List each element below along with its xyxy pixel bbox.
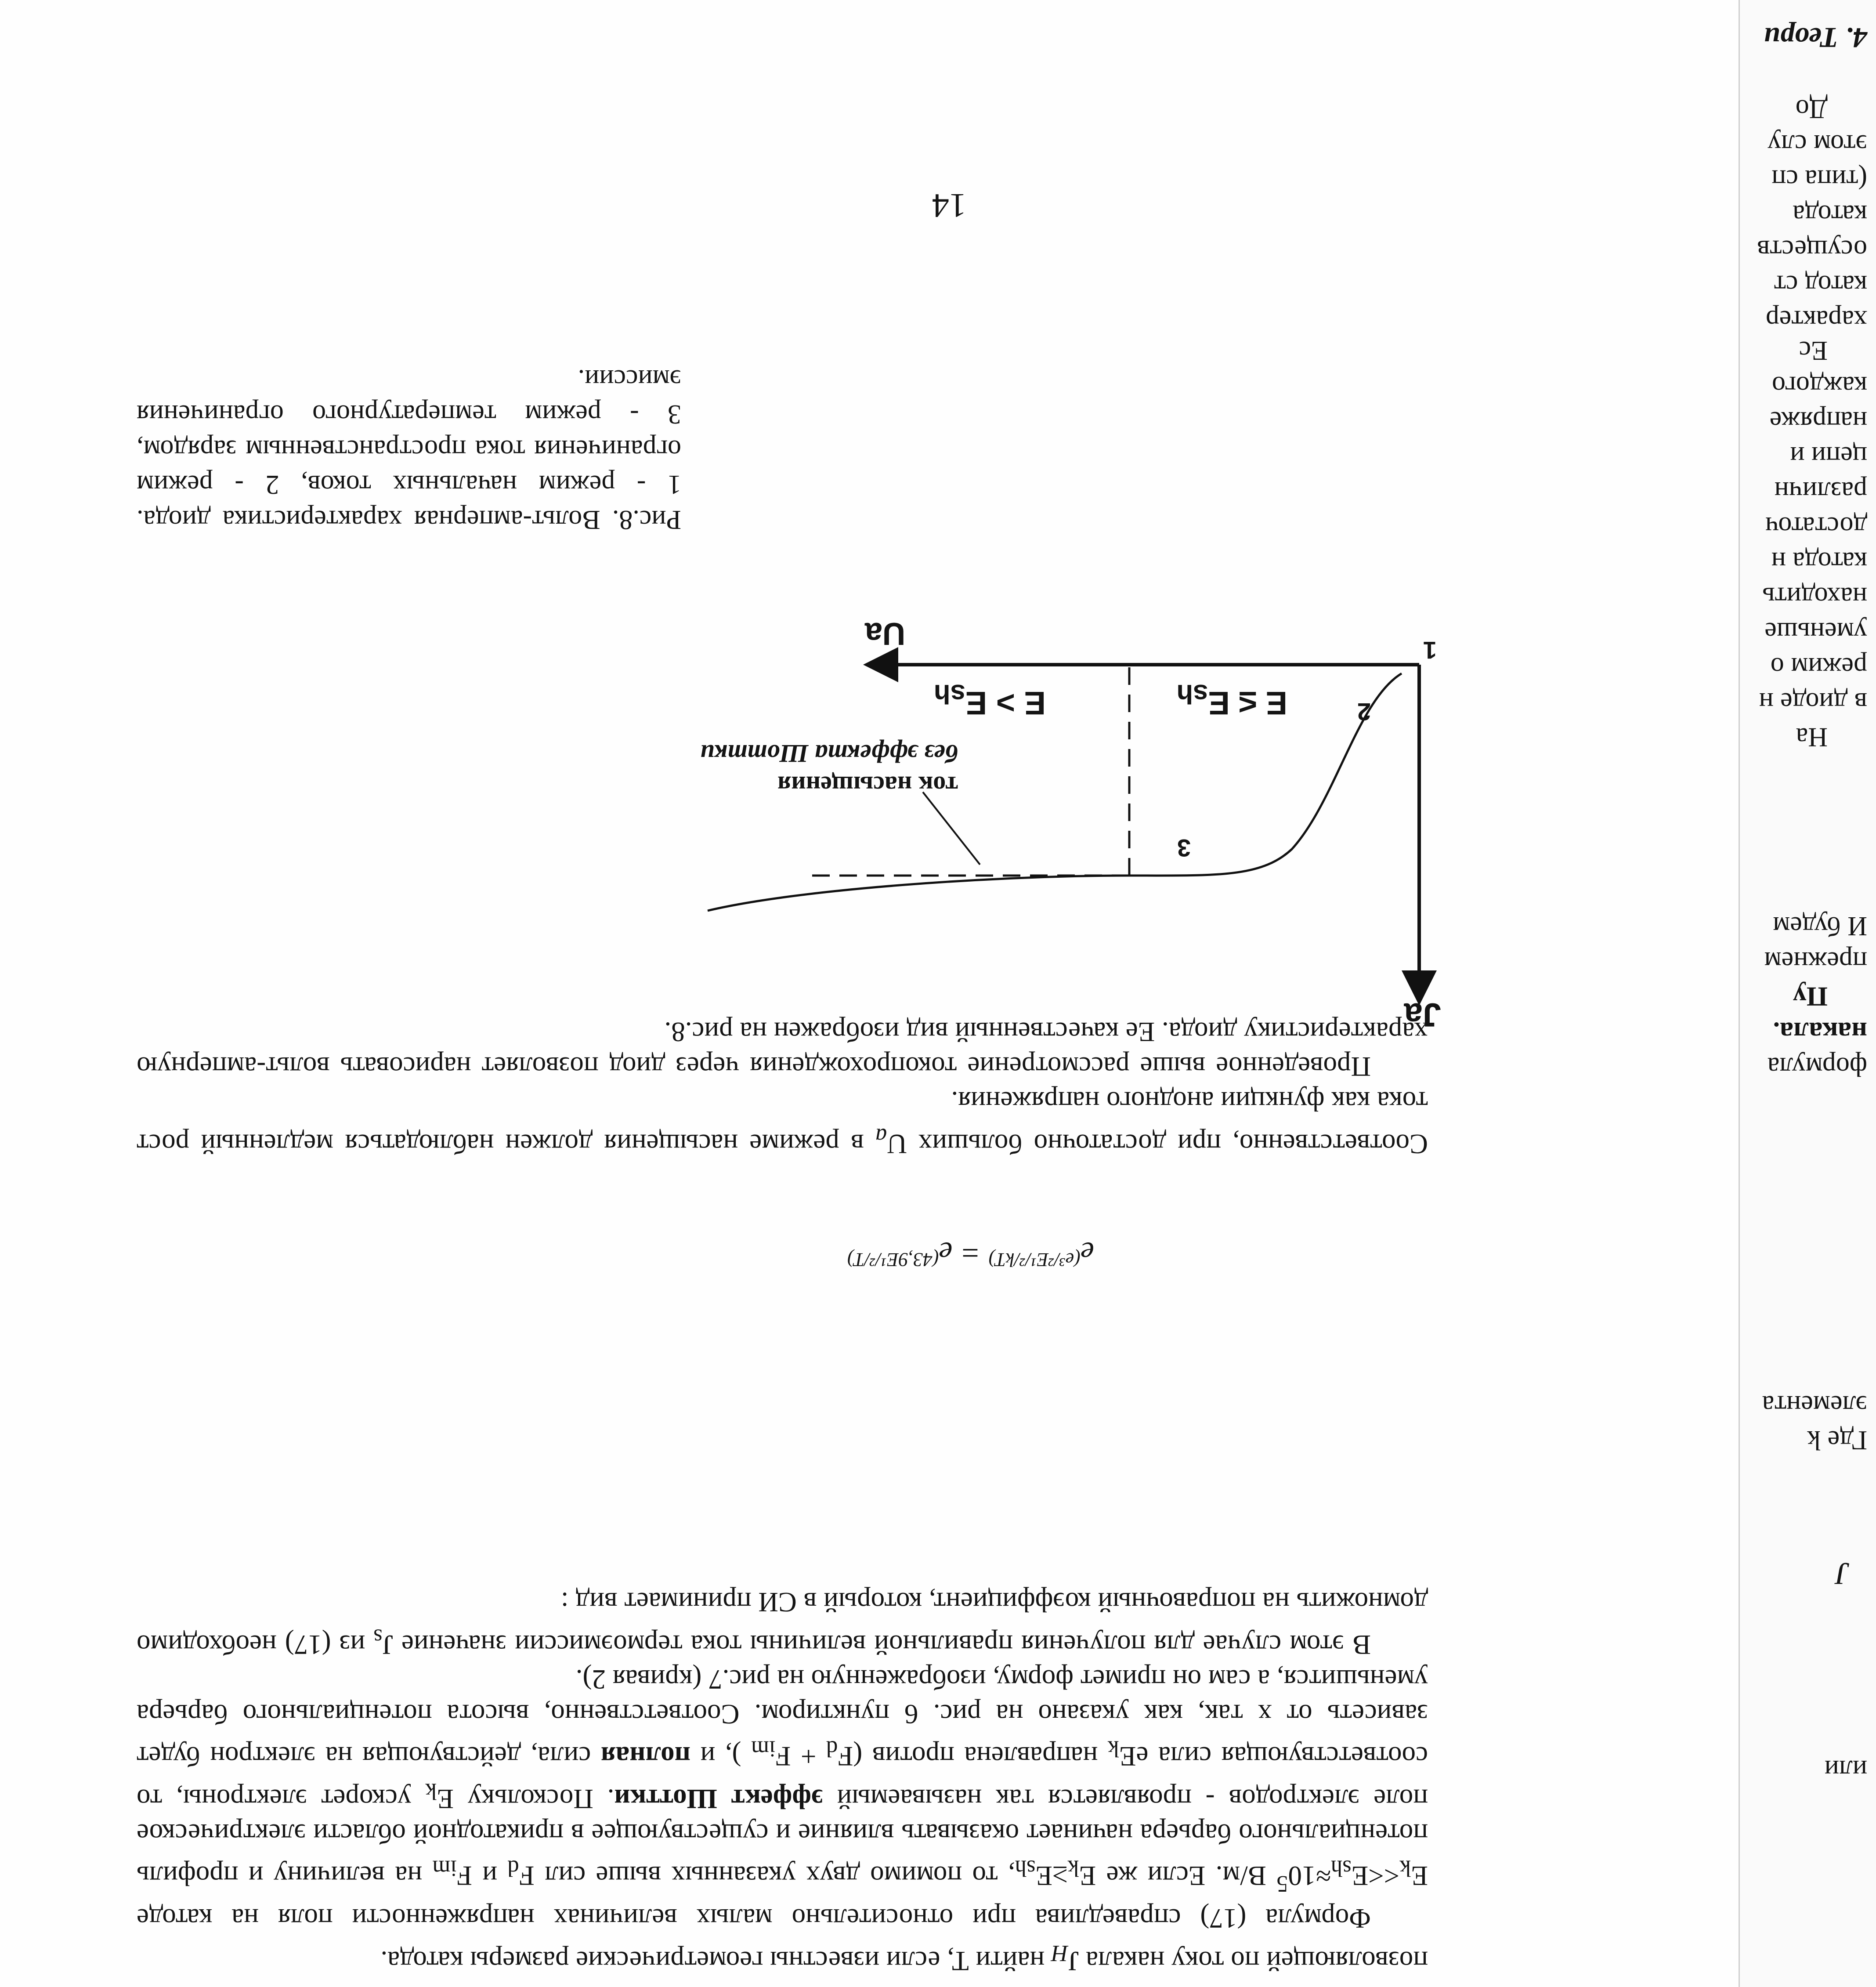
schottky-effect-term: эффект Шоттки [614, 1783, 823, 1814]
neighbor-line: характер [1765, 305, 1867, 335]
curve-label-1: 1 [1423, 637, 1437, 664]
neighbor-line: напряже [1769, 406, 1867, 436]
curve-label-3: 3 [1177, 834, 1191, 862]
neighbor-line: Ес [1799, 336, 1828, 366]
neighbor-line: прежнем [1764, 946, 1867, 976]
paragraph-intro: позволяющей по току накала $J_Н$ найти T, если известны геометрические размеры катода. [380, 1940, 1428, 1976]
neighbor-line: этом слу [1768, 129, 1867, 159]
neighbor-line: J [1836, 1556, 1850, 1591]
y-axis-label: Ja [1404, 996, 1441, 1033]
neighbor-line: каждого [1772, 371, 1867, 401]
paragraph-saturation: Соответственно, при достаточно больших $U_a$ в режиме насыщения должен наблюдаться медленный рост тока как функции анодного напряжения. [137, 1086, 1428, 1159]
paragraph-correction: В этом случае для получения правильной величины тока термоэмиссии значение $J_s$ из (17) необходимо домножить на поправочный коэффициент, который в СИ принимает вид : [137, 1587, 1428, 1660]
curve-label-2: 2 [1357, 698, 1371, 726]
neighbor-line: До [1795, 94, 1828, 124]
paragraph-vac-intro: Проведенное выше рассмотрение токопрохождения через диод позволяет нарисовать вольт-амперную характеристику диода. Ее качественный вид изображен на рис.8. [137, 1017, 1428, 1082]
neighbor-line: различн [1774, 476, 1867, 506]
schottky-correction-formula: $e^{(e^3/^2E^1/^2/kT)} = e^{(43,9E^1/^2/T)}$ [847, 1235, 1094, 1270]
neighbor-line: катода [1793, 199, 1867, 229]
neighbor-line: накала. [1773, 1017, 1867, 1046]
region-high-label: $E > E_{sh}$ [933, 679, 1046, 721]
neighbor-line: находить [1762, 582, 1867, 612]
neighbor-line: катод ст [1774, 270, 1867, 300]
neighbor-line: формула [1767, 1052, 1867, 1082]
neighbor-line: цепи и [1790, 441, 1867, 471]
neighbor-line: (типа сп [1771, 164, 1867, 194]
neighbor-heading: 4. Теори [1764, 22, 1867, 54]
figure-caption: Рис.8. Вольт-амперная характеристика диода. 1 - режим начальных токов, 2 - режим ограничения тока пространственным зарядом, 3 - режим температурного ограничения эмиссии. [137, 364, 681, 535]
page-number: 14 [932, 187, 966, 225]
saturation-pointer [923, 792, 980, 865]
neighbor-line: Где k [1807, 1425, 1867, 1455]
x-axis-label: Ua [864, 616, 905, 651]
neighbor-line: или [1824, 1755, 1867, 1784]
neighbor-line: достаточ [1765, 511, 1867, 541]
neighbor-line: уменьше [1764, 617, 1867, 647]
neighbor-line: Пу [1793, 981, 1828, 1011]
neighbor-line: режим о [1770, 652, 1867, 682]
paragraph-schottky: Формула (17) справедлива при относительно малых величинах напряженности поля на катоде $E_k<<E_{sh}\approx 10^5$ В/м. Если же $E_k\ge E_{sh}$, то помимо двух указанных выше сил $F_d$ и $F_{im}$ на величину и профиль потенциального барьера начинает оказывать влияние и существующее в прикатодной области электрическое поле электродов - проявляется так называемый эффект Шоттки. Поскольку $E_k$ ускорет электроны, то соответствующая сила $eE_k$ направлена против ($F_d + F_{im}$ ), и полная сила, действующая на электрон будет зависеть от x так, как указано на рис. 6 пунктиром. Соответственно, высота потенциального барьера уменьшится, а сам он примет форму, изображенную на рис.7 (кривая 2). [136, 1664, 1428, 1934]
neighbor-line: осуществ [1757, 235, 1867, 264]
neighbor-line: элемента [1762, 1390, 1867, 1420]
neighbor-line: катода н [1771, 547, 1867, 576]
neighbor-line: На [1796, 722, 1828, 752]
region-low-label: $E \le E_{sh}$ [1176, 679, 1287, 721]
saturation-label: ток насыщения без эффекта Шоттки [700, 739, 958, 800]
neighbor-line: в диоде н [1759, 687, 1867, 717]
neighbor-line: И будем [1773, 911, 1867, 941]
